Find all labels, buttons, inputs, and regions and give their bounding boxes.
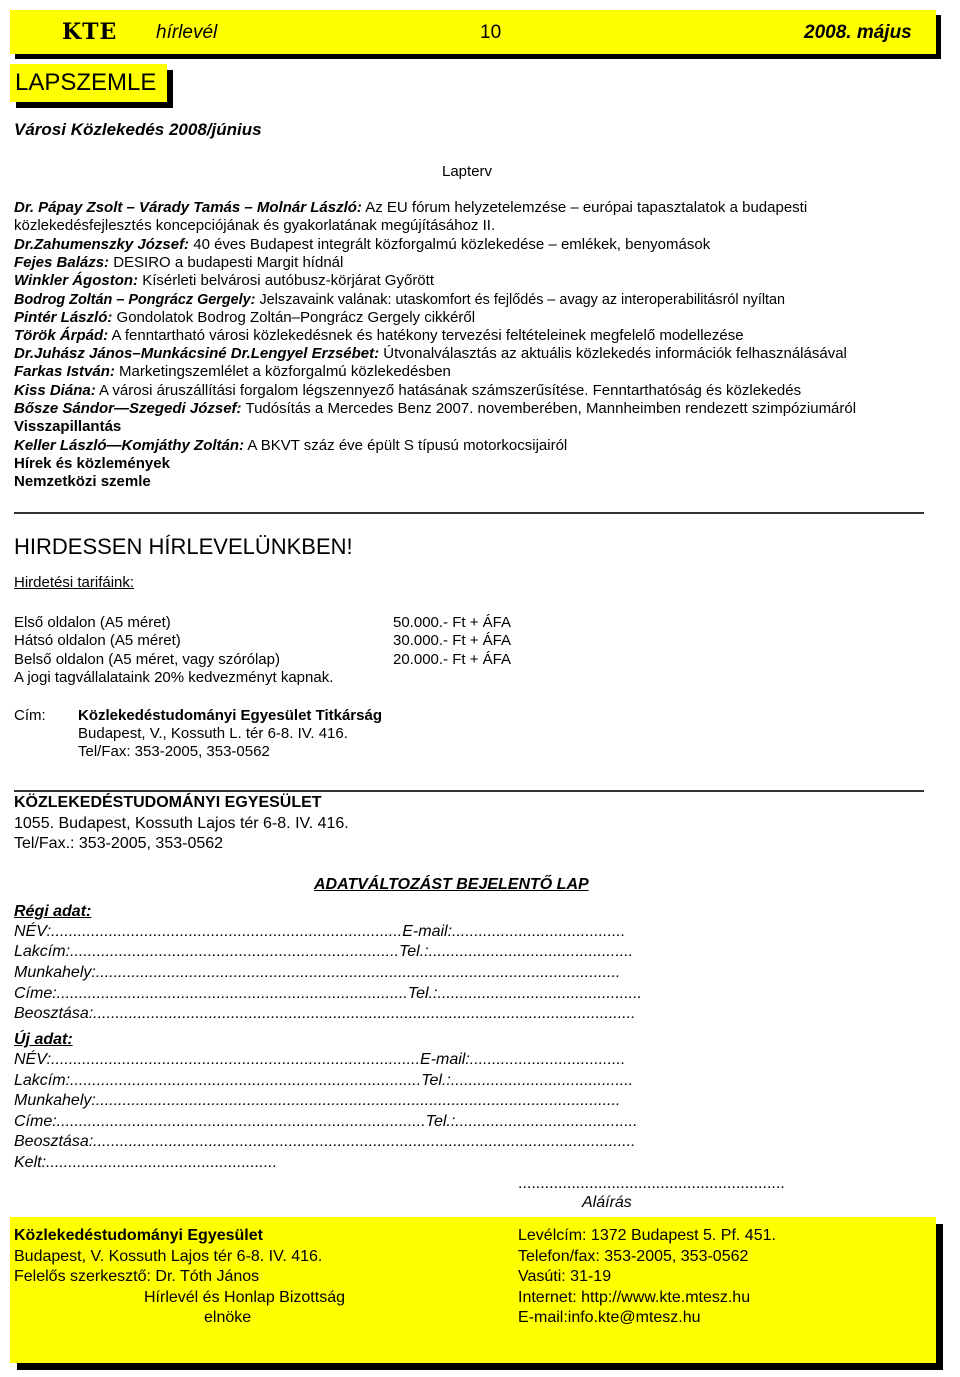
divider — [14, 790, 924, 792]
article-entry — [14, 199, 807, 217]
form-field-line[interactable]: Kelt:.................................................... — [14, 1154, 278, 1171]
article-authors: Pintér László: — [14, 309, 113, 326]
divider — [14, 512, 924, 514]
article-title: Útvonalválasztás az aktuális közlekedés információk felhasználásával — [379, 345, 847, 362]
tariff-label: Első oldalon (A5 méret) — [14, 614, 171, 631]
address-org: Közlekedéstudományi Egyesület Titkárság — [78, 707, 382, 724]
footer-website[interactable]: Internet: http://www.kte.mtesz.hu — [518, 1289, 751, 1306]
article-title: Kísérleti belvárosi autóbusz-körjárat Győrött — [138, 272, 434, 289]
tariff-price: 30.000.- Ft + ÁFA — [393, 632, 511, 649]
form-field-line[interactable]: Munkahely:...................................................................................................................... — [14, 1092, 621, 1109]
header-title: hírlevél — [156, 22, 218, 43]
article-authors: Winkler Ágoston: — [14, 272, 139, 289]
section-title: LAPSZEMLE — [15, 69, 157, 96]
article-entry — [14, 327, 744, 345]
footer-mail-address: Levélcím: 1372 Budapest 5. Pf. 451. — [518, 1227, 776, 1244]
footer-box — [10, 1217, 936, 1363]
form-field-line[interactable]: Címe:...............................................................................Tel.:.............................................. — [14, 985, 642, 1002]
article-authors: Bodrog Zoltán – Pongrácz Gergely: — [14, 292, 256, 308]
article-entry — [14, 437, 567, 455]
footer-role: elnöke — [204, 1309, 252, 1326]
issue-date: 2008. május — [804, 22, 912, 43]
newsletter-header — [10, 10, 936, 54]
tariff-label: Belső oldalon (A5 méret, vagy szórólap) — [14, 651, 280, 668]
visszapillantas-heading: Visszapillantás — [14, 418, 122, 435]
tariffs-label: Hirdetési tarifáink: — [14, 574, 135, 591]
article-entry — [14, 254, 343, 272]
article-authors: Dr.Juhász János–Munkácsiné Dr.Lengyel Erzsébet: — [14, 345, 380, 362]
form-field-line[interactable]: Beosztása:.......................................................................................................................... — [14, 1133, 636, 1150]
article-title: Tudósítás a Mercedes Benz 2007. novemberében, Mannheimben rendezett szimpóziumáról — [241, 400, 857, 417]
discount-note: A jogi tagvállalataink 20% kedvezményt kapnak. — [14, 669, 334, 686]
signature-label: Aláírás — [582, 1194, 632, 1211]
article-authors: Keller László—Komjáthy Zoltán: — [14, 437, 245, 454]
article-title: Marketingszemlélet a közforgalmú közlekedésben — [114, 363, 451, 380]
footer-rail-phone: Vasúti: 31-19 — [518, 1268, 612, 1285]
footer-address: Budapest, V. Kossuth Lajos tér 6-8. IV. 416. — [14, 1248, 323, 1265]
new-data-label: Új adat: — [14, 1031, 73, 1048]
article-authors: Kiss Diána: — [14, 382, 96, 399]
form-field-line[interactable]: Címe:...................................................................................Tel.:......................................... — [14, 1113, 638, 1130]
article-authors: Bősze Sándor—Szegedi József: — [14, 400, 242, 417]
footer-org: Közlekedéstudományi Egyesület — [14, 1227, 263, 1244]
article-entry — [14, 400, 856, 418]
news-heading: Hírek és közlemények — [14, 455, 170, 472]
article-authors: Dr.Zahumenszky József: — [14, 236, 190, 253]
article-entry — [14, 345, 847, 363]
org-phone: Tel/Fax.: 353-2005, 353-0562 — [14, 835, 224, 852]
org-address: 1055. Budapest, Kossuth Lajos tér 6-8. IV. 416. — [14, 815, 349, 832]
form-field-line[interactable]: Lakcím:...............................................................................Tel.:......................................... — [14, 1072, 634, 1089]
form-field-line[interactable]: NÉV:...............................................................................E-mail:....................................... — [14, 923, 626, 940]
article-title: A városi áruszállítási forgalom légszennyező hatásának számszerűsítése. Fenntarthatóság és közlekedés — [95, 382, 802, 399]
tariff-price: 50.000.- Ft + ÁFA — [393, 614, 511, 631]
footer-email[interactable]: E-mail:info.kte@mtesz.hu — [518, 1309, 701, 1326]
article-title: A BKVT száz éve épült S típusú motorkocsijairól — [244, 437, 568, 454]
tariff-label: Hátsó oldalon (A5 méret) — [14, 632, 181, 649]
footer-committee: Hírlevél és Honlap Bizottság — [144, 1289, 345, 1306]
article-entry — [14, 272, 434, 290]
page-number: 10 — [480, 22, 502, 43]
article-title: Jelszavaink valának: utaskomfort és fejlődés – avagy az interoperabilitásról nyíltan — [255, 292, 786, 308]
article-title: 40 éves Budapest integrált közforgalmú közlekedése – emlékek, benyomások — [189, 236, 711, 253]
footer-editor: Felelős szerkesztő: Dr. Tóth János — [14, 1268, 260, 1285]
form-title: ADATVÁLTOZÁST BEJELENTŐ LAP — [314, 876, 589, 893]
old-data-label: Régi adat: — [14, 903, 92, 920]
article-title: DESIRO a budapesti Margit hídnál — [109, 254, 344, 271]
org-name: KÖZLEKEDÉSTUDOMÁNYI EGYESÜLET — [14, 794, 322, 811]
article-title: Gondolatok Bodrog Zoltán–Pongrácz Gergely cikkéről — [112, 309, 476, 326]
kte-logo: KTE — [62, 19, 118, 45]
article-entry — [14, 363, 451, 381]
ad-title: HIRDESSEN HÍRLEVELÜNKBEN! — [14, 534, 353, 559]
address-label: Cím: — [14, 707, 46, 724]
article-authors: Fejes Balázs: — [14, 254, 110, 271]
address-phone: Tel/Fax: 353-2005, 353-0562 — [78, 743, 270, 760]
form-field-line[interactable]: Lakcím:..........................................................................Tel.:.............................................. — [14, 943, 634, 960]
article-entry — [14, 309, 475, 327]
article-entry — [14, 382, 801, 400]
section-title-box — [10, 64, 167, 102]
address-street: Budapest, V., Kossuth L. tér 6-8. IV. 416. — [78, 725, 348, 742]
article-authors: Dr. Pápay Zsolt – Várady Tamás – Molnár László: — [14, 199, 362, 216]
article-entry — [14, 236, 710, 254]
article-authors: Farkas István: — [14, 363, 115, 380]
form-field-line[interactable]: Beosztása:.......................................................................................................................... — [14, 1005, 636, 1022]
international-heading: Nemzetközi szemle — [14, 473, 151, 490]
article-title: A fenntartható városi közlekedésnek és hatékony tervezési feltételeinek megfelelő modellezése — [108, 327, 744, 344]
tariff-price: 20.000.- Ft + ÁFA — [393, 651, 511, 668]
article-title: Az EU fórum helyzetelemzése – európai tapasztalatok a budapesti — [361, 199, 808, 216]
form-field-line[interactable]: Munkahely:...................................................................................................................... — [14, 964, 621, 981]
footer-phone: Telefon/fax: 353-2005, 353-0562 — [518, 1248, 749, 1265]
article-entry-continuation: közlekedésfejlesztés koncepciójának és gyakorlatának megújításához II. — [14, 217, 496, 234]
subsection-title: Lapterv — [442, 163, 493, 180]
form-field-line[interactable]: NÉV:...................................................................................E-mail:................................... — [14, 1051, 626, 1068]
article-authors: Török Árpád: — [14, 327, 109, 344]
article-entry — [14, 291, 785, 309]
signature-line[interactable]: ............................................................ — [518, 1175, 785, 1192]
source-title: Városi Közlekedés 2008/június — [14, 120, 262, 139]
